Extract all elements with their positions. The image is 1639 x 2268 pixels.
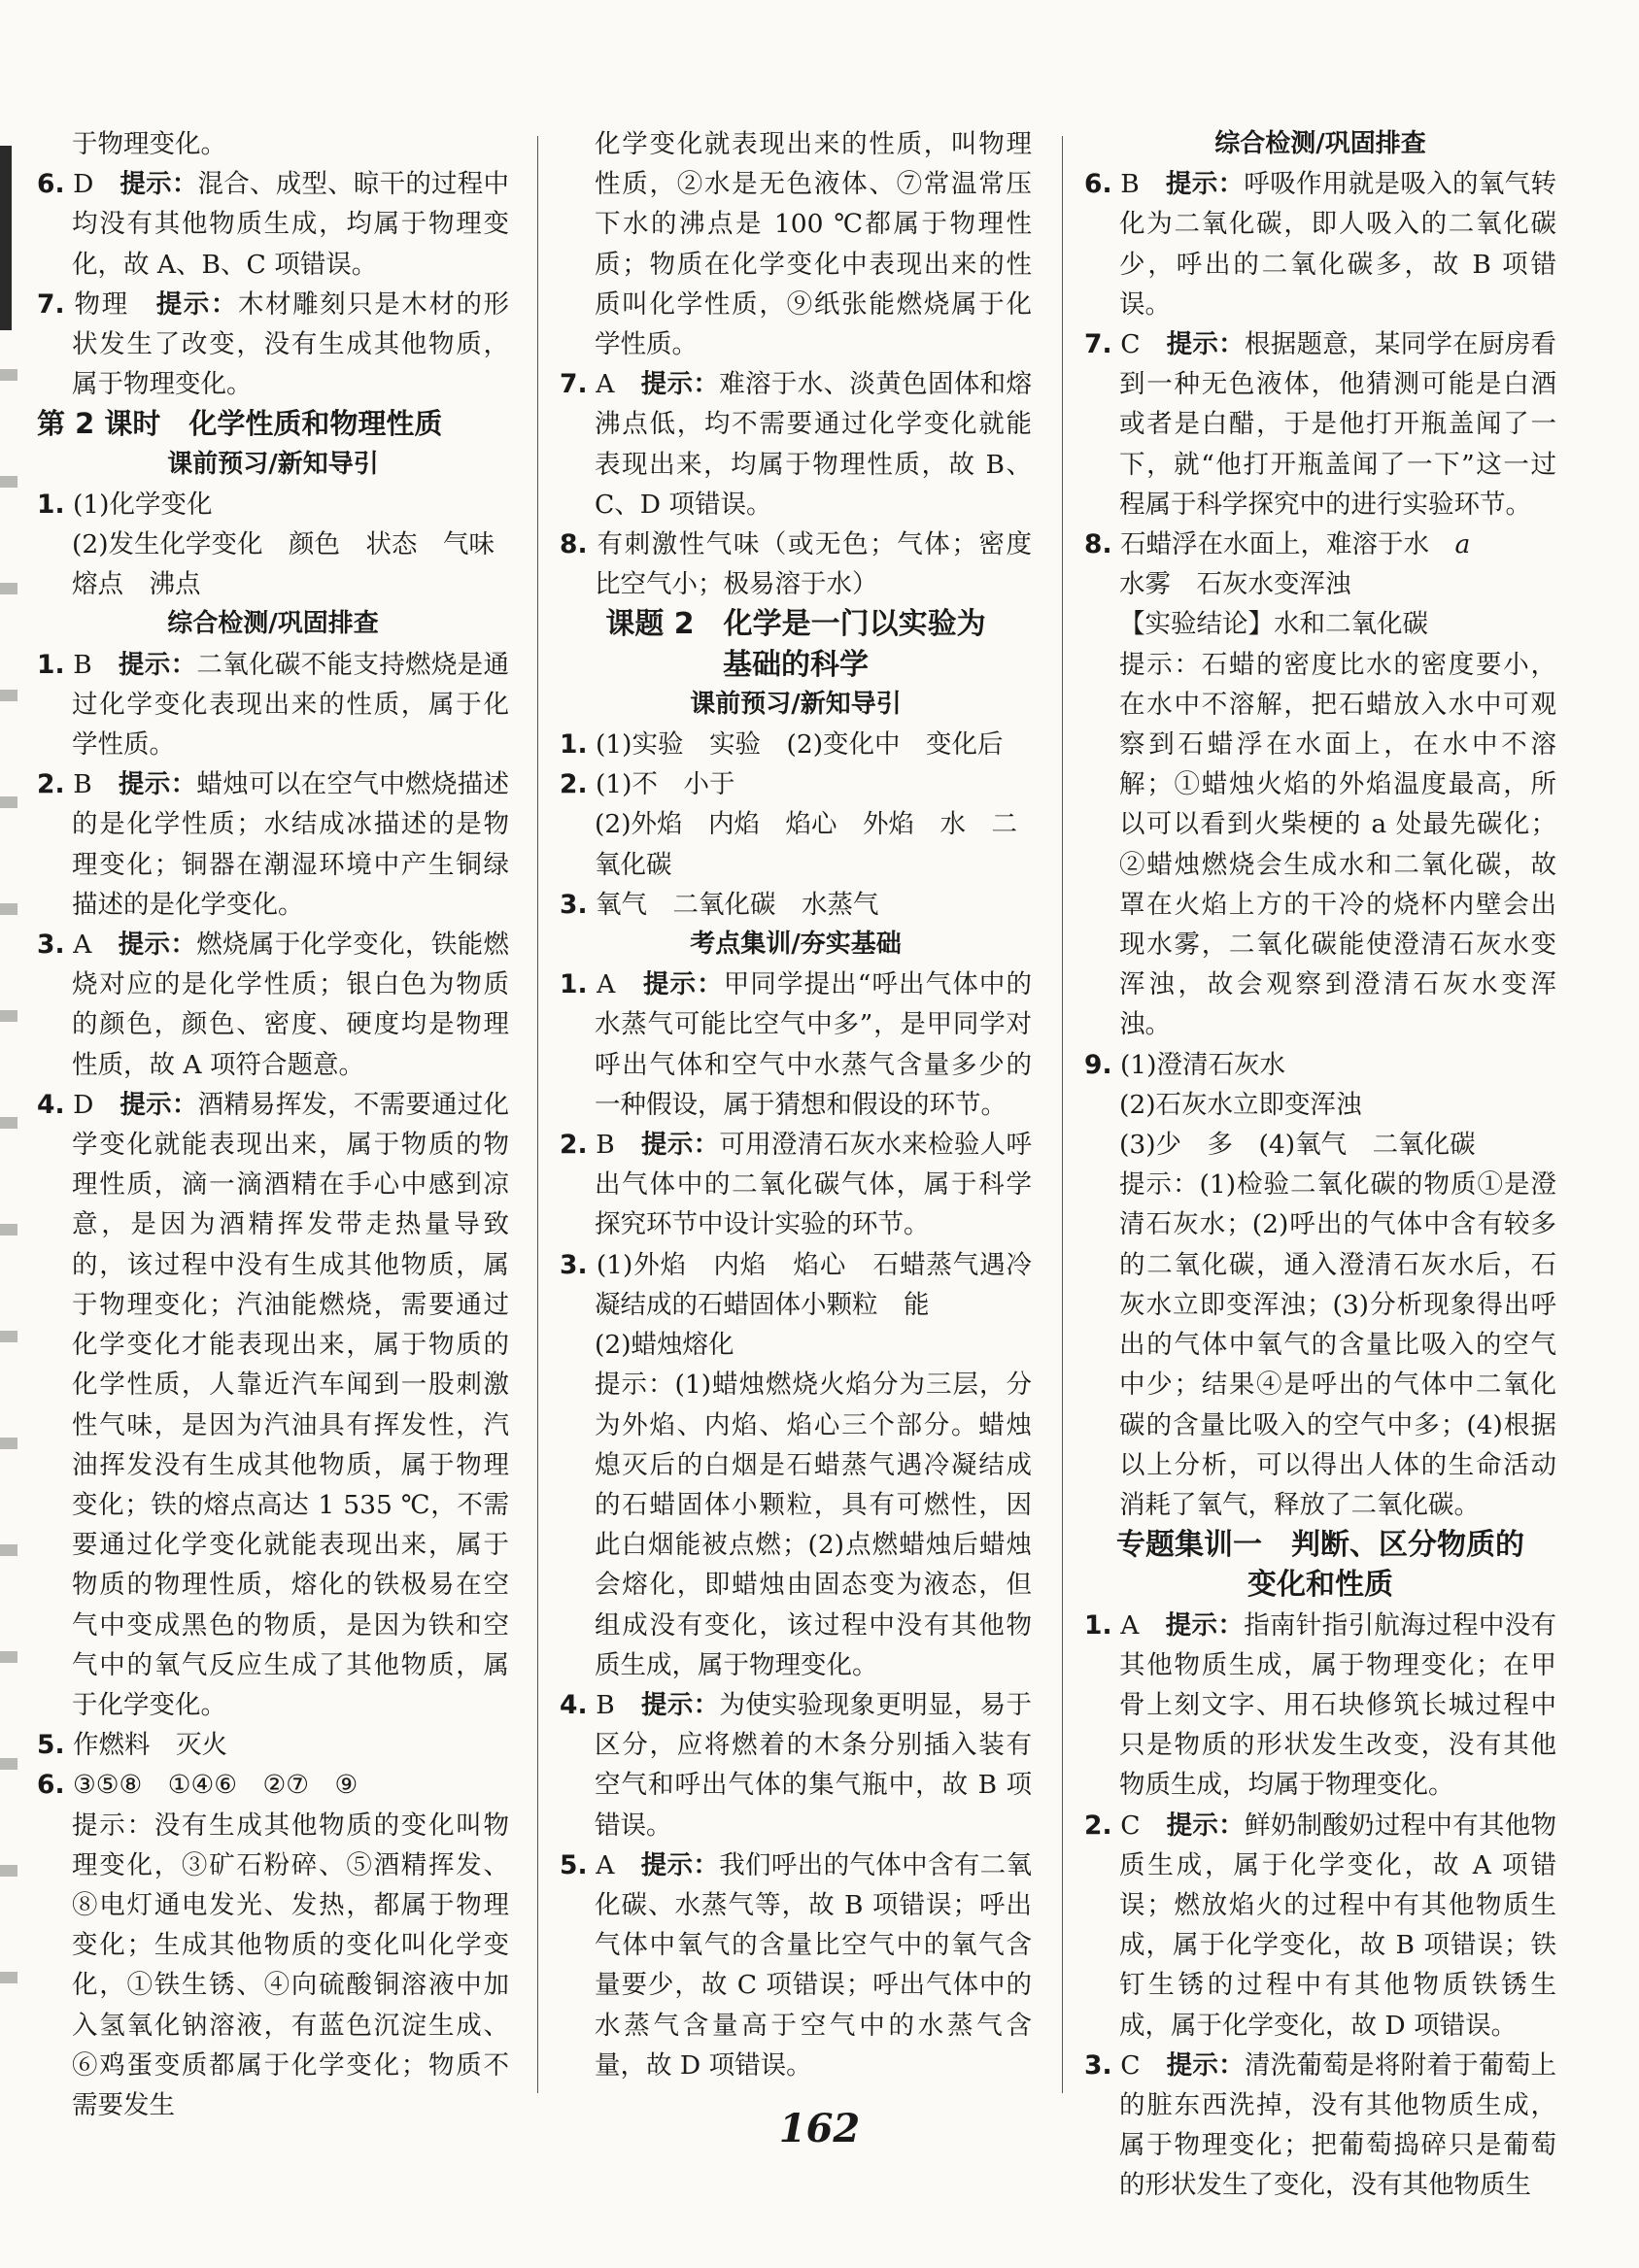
answer-subline: 水雾 石灰水变浑浊	[1119, 569, 1351, 600]
binding-edge-bar	[0, 146, 12, 330]
topic-heading: 课题 2 化学是一门以实验为	[605, 607, 986, 642]
answer-subline: (3)少 多 (4)氧气 二氧化碳	[1119, 1130, 1476, 1161]
answer-item: 1. (1)实验 实验 (2)变化中 变化后	[560, 729, 1004, 761]
answer-subline: (2)发生化学变化 颜色 状态 气味 熔点 沸点	[72, 529, 521, 600]
answer-item: 4. B 提示：为使实验现象更明显，易于区分，应将燃着的木条分别插入装有空气和呼出气体的集气瓶中，故 B 项错误。	[560, 1689, 1033, 1841]
answer-subline: 【实验结论】水和二氧化碳	[1119, 609, 1428, 640]
answer-item: 8. 有刺激性气味（或无色；气体；密度比空气小；极易溶于水）	[560, 529, 1032, 600]
column-divider	[1062, 136, 1063, 2093]
answer-subline: (2)蜡烛熔化	[595, 1330, 734, 1361]
section-heading: 课前预习/新知导引	[167, 449, 379, 479]
section-heading: 综合检测/巩固排查	[1214, 129, 1426, 158]
topic-heading-line2: 基础的科学	[723, 647, 869, 682]
answer-column-2	[560, 124, 1032, 2085]
answer-item: 7. 物理 提示：木材雕刻只是木材的形状发生了改变，没有生成其他物质，属于物理变化。	[37, 288, 510, 400]
continued-text: 于物理变化。	[72, 129, 226, 159]
answer-item: 8. 石蜡浮在水面上，难溶于水 a	[1084, 529, 1471, 560]
answer-item: 1. A 提示：指南针指引航海过程中没有其他物质生成，属于物理变化；在甲骨上刻文字、用石块修筑长城过程中只是物质的形状发生改变，没有其他物质生成，均属于物理变化。	[1084, 1609, 1557, 1801]
column-divider	[537, 136, 538, 2093]
answer-item: 2. (1)不 小于	[560, 769, 735, 800]
answer-item: 9. (1)澄清石灰水	[1084, 1049, 1285, 1080]
answer-column-1	[37, 124, 521, 2125]
answer-item: 7. A 提示：难溶于水、淡黄色固体和熔沸点低，均不需要通过化学变化就能表现出来，均属于物理性质，故 B、C、D 项错误。	[560, 369, 1033, 520]
lesson-heading: 第 2 课时 化学性质和物理性质	[37, 407, 443, 441]
continued-text: 化学变化就表现出来的性质，叫物理性质，②水是无色液体、⑦常温常压下水的沸点是 100 ℃都属于物理性质；物质在化学变化中表现出来的性质叫化学性质，⑨纸张能燃烧属于化学性质。	[595, 129, 1032, 360]
answer-item: 3. A 提示：燃烧属于化学变化，铁能燃烧对应的是化学性质；银白色为物质的颜色，颜色、密度、硬度均是物理性质，故 A 项符合题意。	[37, 930, 510, 1080]
hint-paragraph: 提示：(1)蜡烛燃烧火焰分为三层，分为外焰、内焰、焰心三个部分。蜡烛熄灭后的白烟是石蜡蒸气遇冷凝结成的石蜡固体小颗粒，具有可燃性，因此白烟能被点燃；(2)点燃蜡烛后蜡烛会熔化，即蜡烛由固态变为液态，但组成没有变化，该过程中没有其他物质生成，属于物理变化。	[595, 1370, 1032, 1680]
answer-item: 1. B 提示：二氧化碳不能支持燃烧是通过化学变化表现出来的性质，属于化学性质。	[37, 649, 510, 761]
binding-edge-shadow	[0, 330, 17, 2059]
topic-heading-line2: 变化和性质	[1247, 1568, 1393, 1603]
answer-subline: (2)外焰 内焰 焰心 外焰 水 二氧化碳	[595, 809, 1018, 880]
answer-item: 1. A 提示：甲同学提出“呼出气体中的水蒸气可能比空气中多”，是甲同学对呼出气体和空气中水蒸气含量多少的一种假设，属于猜想和假设的环节。	[560, 969, 1032, 1120]
hint-paragraph: 提示：石蜡的密度比水的密度要小，在水中不溶解，把石蜡放入水中可观察到石蜡浮在水面上，在水中不溶解；①蜡烛火焰的外焰温度最高，所以可以看到火柴梗的 a 处最先碳化；②蜡烛燃烧会生成水和二氧化碳，故罩在火焰上方的干冷的烧杯内壁会出现水雾，二氧化碳能使澄清石灰水变浑浊，故会观察到澄清石灰水变浑浊。	[1119, 649, 1557, 1040]
answer-item: 5. A 提示：我们呼出的气体中含有二氧化碳、水蒸气等，故 B 项错误；呼出气体中氧气的含量比空气中的氧气含量要少，故 C 项错误；呼出气体中的水蒸气含量高于空气中的水蒸气含量，故 D 项错误。	[560, 1849, 1033, 2081]
answer-item: 2. C 提示：鲜奶制酸奶过程中有其他物质生成，属于化学变化，故 A 项错误；燃放焰火的过程中有其他物质生成，属于化学变化，故 B 项错误；铁钉生锈的过程中有其他物质铁锈生成，属于化学变化，故 D 项错误。	[1084, 1810, 1557, 2041]
answer-item: 4. D 提示：酒精易挥发，不需要通过化学变化就能表现出来，属于物质的物理性质，滴一滴酒精在手心中感到凉意，是因为酒精挥发带走热量导致的，该过程中没有生成其他物质，属于物理变化；汽油能燃烧，需要通过化学变化才能表现出来，属于物质的化学性质，人靠近汽车闻到一股刺激性气味，是因为汽油具有挥发性，汽油挥发没有生成其他物质，属于物理变化；铁的熔点高达 1 535 ℃，不需要通过化学变化就能表现出来，属于物质的物理性质，熔化的铁极易在空气中变成黑色的物质，是因为铁和空气中的氧气反应生成了其他物质，属于化学变化。	[37, 1089, 510, 1720]
page-number: 162	[778, 2106, 861, 2151]
hint-paragraph: 提示：没有生成其他物质的变化叫物理变化，③矿石粉碎、⑤酒精挥发、⑧电灯通电发光、发热，都属于物理变化；生成其他物质的变化叫化学变化，①铁生锈、④向硫酸铜溶液中加入氢氧化钠溶液，有蓝色沉淀生成、⑥鸡蛋变质都属于化学变化；物质不需要发生	[72, 1810, 510, 2120]
answer-column-3	[1084, 124, 1556, 2206]
answer-item: 3. C 提示：清洗葡萄是将附着于葡萄上的脏东西洗掉，没有其他物质生成，属于物理变化；把葡萄捣碎只是葡萄的形状发生了变化，没有其他物质生	[1084, 2049, 1557, 2201]
answer-item: 2. B 提示：蜡烛可以在空气中燃烧描述的是化学性质；水结成冰描述的是物理变化；铜器在潮湿环境中产生铜绿描述的是化学变化。	[37, 769, 510, 920]
answer-item: 6. ③⑤⑧ ①④⑥ ②⑦ ⑨	[37, 1770, 359, 1801]
answer-item: 1. (1)化学变化	[37, 489, 213, 520]
answer-item: 6. B 提示：呼吸作用就是吸入的氧气转化为二氧化碳，即人吸入的二氧化碳少，呼出的二氧化碳多，故 B 项错误。	[1084, 169, 1557, 320]
answer-item: 3. 氧气 二氧化碳 水蒸气	[560, 889, 879, 920]
answer-item: 6. D 提示：混合、成型、晾干的过程中均没有其他物质生成，均属于物理变化，故 A、B、C 项错误。	[37, 169, 510, 280]
answer-item: 2. B 提示：可用澄清石灰水来检验人呼出气体中的二氧化碳气体，属于科学探究环节中设计实验的环节。	[560, 1130, 1033, 1240]
section-heading: 综合检测/巩固排查	[167, 609, 379, 639]
answer-item: 5. 作燃料 灭火	[37, 1730, 227, 1761]
answer-item: 7. C 提示：根据题意，某同学在厨房看到一种无色液体，他猜测可能是白酒或者是白醋，于是他打开瓶盖闻了一下，就“他打开瓶盖闻了一下”这一过程属于科学探究中的进行实验环节。	[1084, 329, 1557, 520]
answer-subline: (2)石灰水立即变浑浊	[1119, 1089, 1362, 1120]
topic-heading: 专题集训一 判断、区分物质的	[1116, 1528, 1524, 1563]
section-heading: 考点集训/夯实基础	[690, 930, 902, 960]
hint-paragraph: 提示：(1)检验二氧化碳的物质①是澄清石灰水；(2)呼出的气体中含有较多的二氧化碳，通入澄清石灰水后，石灰水立即变浑浊；(3)分析现象得出呼出的气体中氧气的含量比吸入的空气中少；结果④是呼出的气体中二氧化碳的含量比吸入的空气中多；(4)根据以上分析，可以得出人体的生命活动消耗了氧气，释放了二氧化碳。	[1119, 1169, 1556, 1520]
answer-item: 3. (1)外焰 内焰 焰心 石蜡蒸气遇冷凝结成的石蜡固体小颗粒 能	[560, 1249, 1032, 1320]
section-heading: 课前预习/新知导引	[690, 689, 902, 719]
